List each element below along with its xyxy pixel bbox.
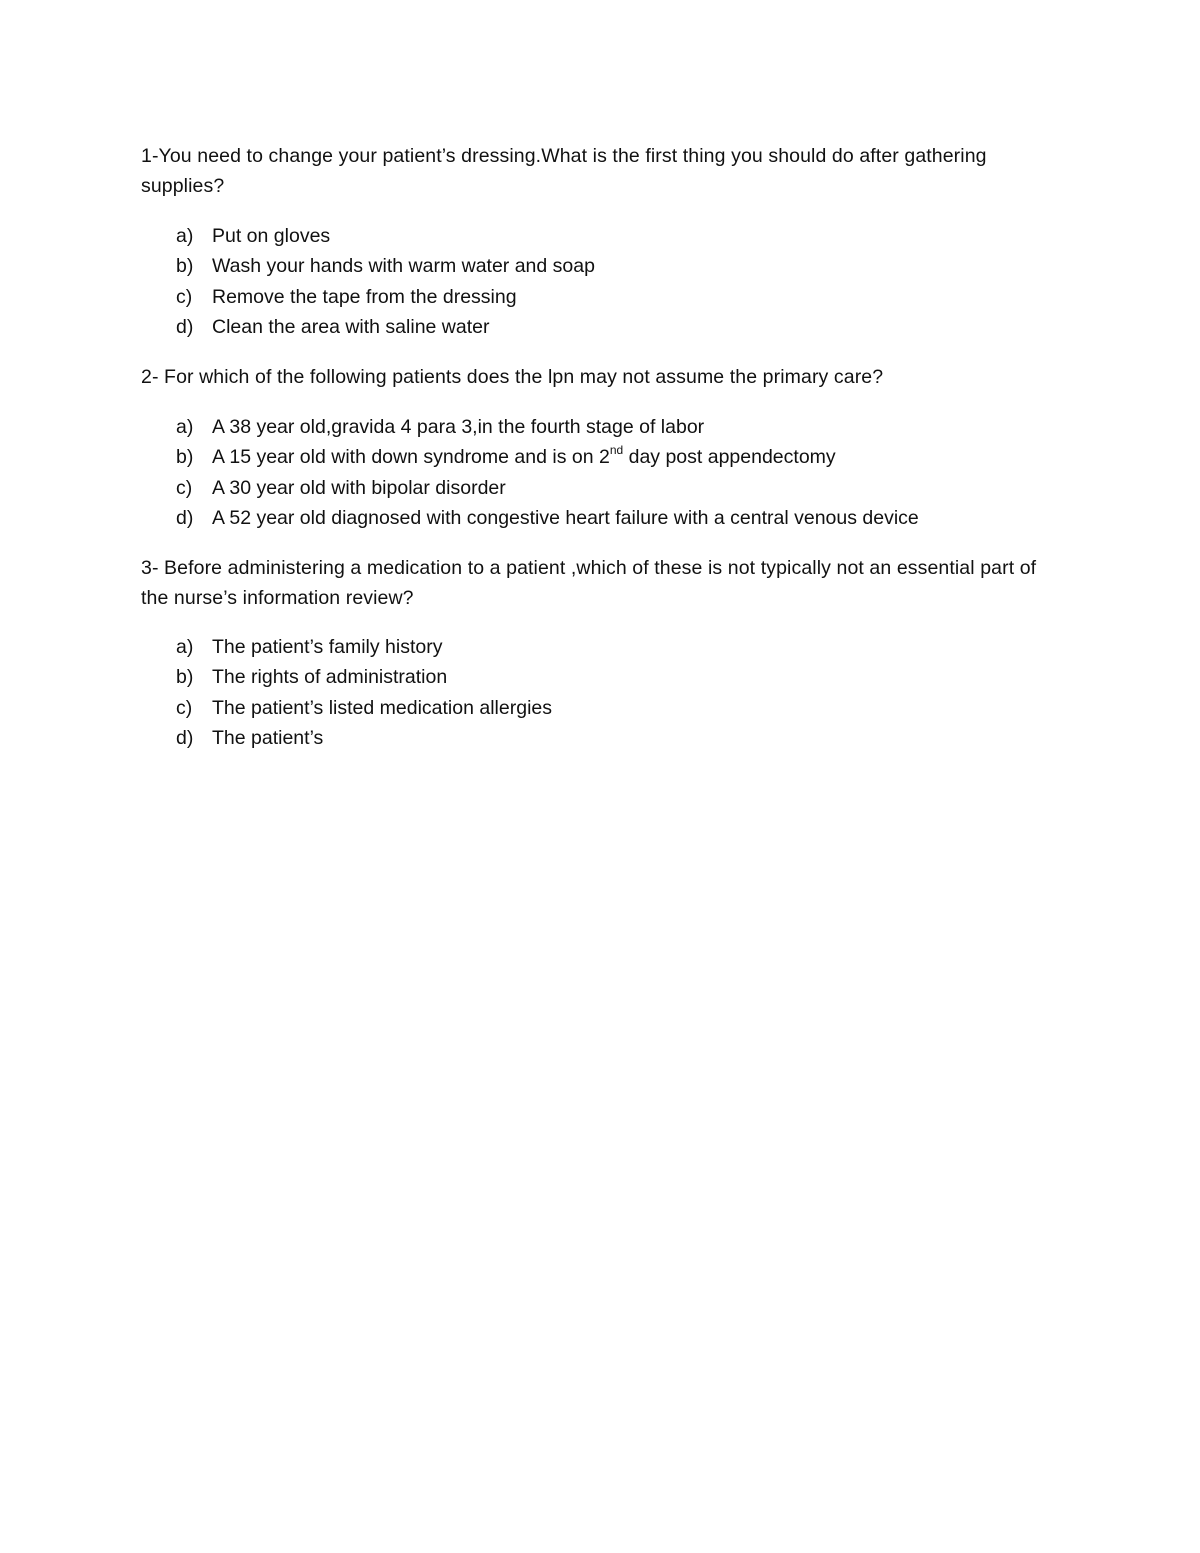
option-text: Remove the tape from the dressing bbox=[212, 285, 517, 308]
option-item bbox=[176, 312, 1076, 342]
question-1-options bbox=[176, 221, 1076, 342]
option-letter: b) bbox=[176, 255, 194, 278]
option-item bbox=[176, 473, 1076, 503]
option-item bbox=[176, 723, 1076, 753]
question-3-options bbox=[176, 632, 1076, 753]
option-item bbox=[176, 503, 1076, 533]
option-item bbox=[176, 412, 1076, 442]
option-letter: c) bbox=[176, 285, 193, 308]
ordinal-superscript: nd bbox=[609, 443, 624, 458]
option-text: Clean the area with saline water bbox=[212, 315, 490, 338]
option-text: A 52 year old diagnosed with congestive heart failure with a central venous device bbox=[212, 506, 919, 529]
option-text: The patient’s bbox=[212, 726, 324, 749]
option-letter: a) bbox=[176, 416, 194, 438]
option-letter: d) bbox=[176, 506, 194, 529]
option-letter: a) bbox=[176, 636, 194, 658]
option-text: A 30 year old with bipolar disorder bbox=[212, 476, 506, 499]
option-text: Put on gloves bbox=[212, 225, 331, 247]
option-text: The rights of administration bbox=[212, 666, 448, 689]
question-2-options bbox=[176, 412, 1076, 533]
option-letter: b) bbox=[176, 446, 194, 469]
option-item bbox=[176, 221, 1076, 251]
option-item bbox=[176, 693, 1076, 723]
option-letter: c) bbox=[176, 696, 193, 719]
option-text bbox=[212, 442, 836, 472]
option-text-end: day post appendectomy bbox=[623, 446, 836, 469]
option-text: The patient’s listed medication allergies bbox=[212, 696, 552, 719]
option-item bbox=[176, 282, 1076, 312]
question-3: 3- Before administering a medication to a patient ,which of these is not typically not an essential part of the nurse’s information review? bbox=[141, 557, 1037, 609]
option-text: A 38 year old,gravida 4 para 3,in the fourth stage of labor bbox=[212, 416, 705, 438]
option-letter: d) bbox=[176, 726, 194, 749]
option-text: Wash your hands with warm water and soap bbox=[212, 255, 595, 278]
option-letter: c) bbox=[176, 476, 193, 499]
question-1: 1-You need to change your patient’s dressing.What is the first thing you should do after gathering supplies? bbox=[141, 145, 987, 197]
option-letter: d) bbox=[176, 315, 194, 338]
option-item bbox=[176, 632, 1076, 662]
option-text-start: A 15 year old with down syndrome and is on 2 bbox=[212, 446, 610, 469]
option-letter: a) bbox=[176, 225, 194, 247]
option-text: The patient’s family history bbox=[212, 636, 443, 658]
option-item bbox=[176, 251, 1076, 281]
option-letter: b) bbox=[176, 666, 194, 689]
question-2: 2- For which of the following patients does the lpn may not assume the primary care? bbox=[141, 366, 884, 388]
option-item bbox=[176, 442, 1076, 472]
option-item bbox=[176, 662, 1076, 692]
